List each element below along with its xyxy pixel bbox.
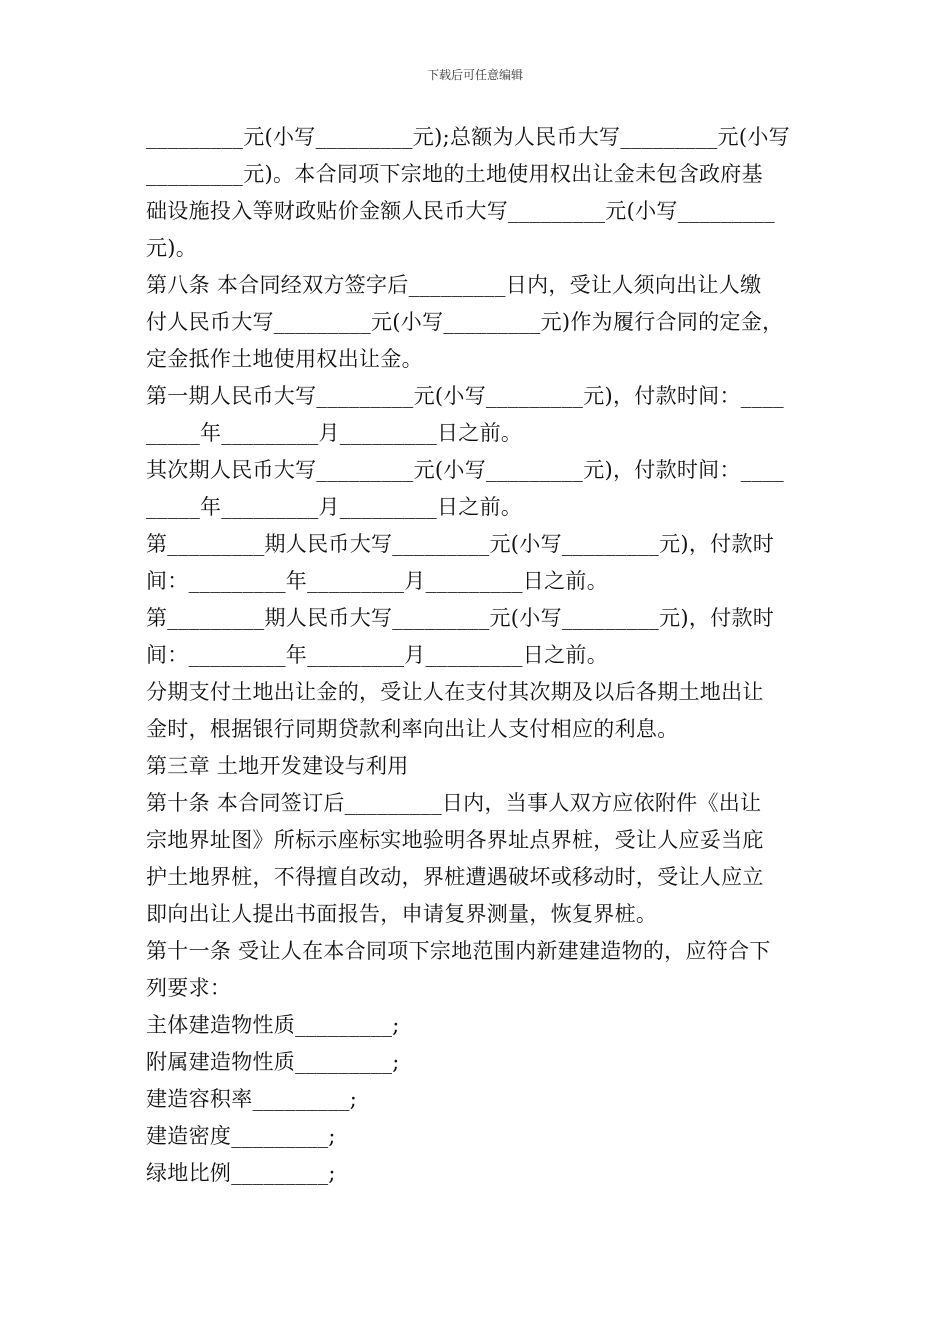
requirement-line: 绿地比例_________; <box>146 1161 336 1185</box>
article-8-line: 第八条 本合同经双方签字后_________日内，受让人须向出让人缴 <box>146 273 762 297</box>
text-line: 护土地界桩，不得擅自改动，界桩遭遇破坏或移动时，受让人应立 <box>146 865 764 889</box>
page-header: 下载后可任意编辑 <box>426 68 523 82</box>
requirement-line: 主体建造物性质_________; <box>146 1013 400 1037</box>
requirement-line: 建造密度_________; <box>146 1124 336 1148</box>
article-10-line: 第十条 本合同签订后_________日内，当事人双方应依附件《出让 <box>146 791 762 815</box>
installment-2-line: 其次期人民币大写_________元(小写_________元)，付款时间：____ <box>146 458 784 482</box>
text-line: 付人民币大写_________元(小写_________元)作为履行合同的定金， <box>146 310 784 334</box>
text-line: _________元(小写_________元);总额为人民币大写_________元(小写 <box>146 125 790 149</box>
requirement-line: 建造容积率_________; <box>146 1087 358 1111</box>
text-line: 间：_________年_________月_________日之前。 <box>146 643 608 667</box>
text-line: 间：_________年_________月_________日之前。 <box>146 569 608 593</box>
installment-n-line: 第_________期人民币大写_________元(小写_________元)，付款时 <box>146 606 775 630</box>
text-line: 宗地界址图》所标示座标实地验明各界址点界桩，受让人应妥当庇 <box>146 828 764 852</box>
text-line: 即向出让人提出书面报告，申请复界测量，恢复界桩。 <box>146 902 658 926</box>
article-11-line: 第十一条 受让人在本合同项下宗地范围内新建建造物的，应符合下 <box>146 939 771 963</box>
text-line: 分期支付土地出让金的，受让人在支付其次期及以后各期土地出让 <box>146 680 764 704</box>
text-line: 定金抵作土地使用权出让金。 <box>146 347 423 371</box>
contract-body <box>146 119 806 1192</box>
text-line: _________元)。本合同项下宗地的土地使用权出让金未包含政府基 <box>146 162 763 186</box>
text-line: 础设施投入等财政贴价金额人民币大写_________元(小写_________ <box>146 199 775 223</box>
text-line: 列要求： <box>146 976 232 1000</box>
text-line: _____年_________月_________日之前。 <box>146 495 523 519</box>
text-line: 金时，根据银行同期贷款利率向出让人支付相应的利息。 <box>146 717 679 741</box>
chapter-3-heading: 第三章 土地开发建设与利用 <box>146 754 409 778</box>
installment-1-line: 第一期人民币大写_________元(小写_________元)，付款时间：____ <box>146 384 784 408</box>
text-line: _____年_________月_________日之前。 <box>146 421 523 445</box>
requirement-line: 附属建造物性质_________; <box>146 1050 400 1074</box>
text-line: 元)。 <box>146 236 198 260</box>
installment-n-line: 第_________期人民币大写_________元(小写_________元)，付款时 <box>146 532 775 556</box>
